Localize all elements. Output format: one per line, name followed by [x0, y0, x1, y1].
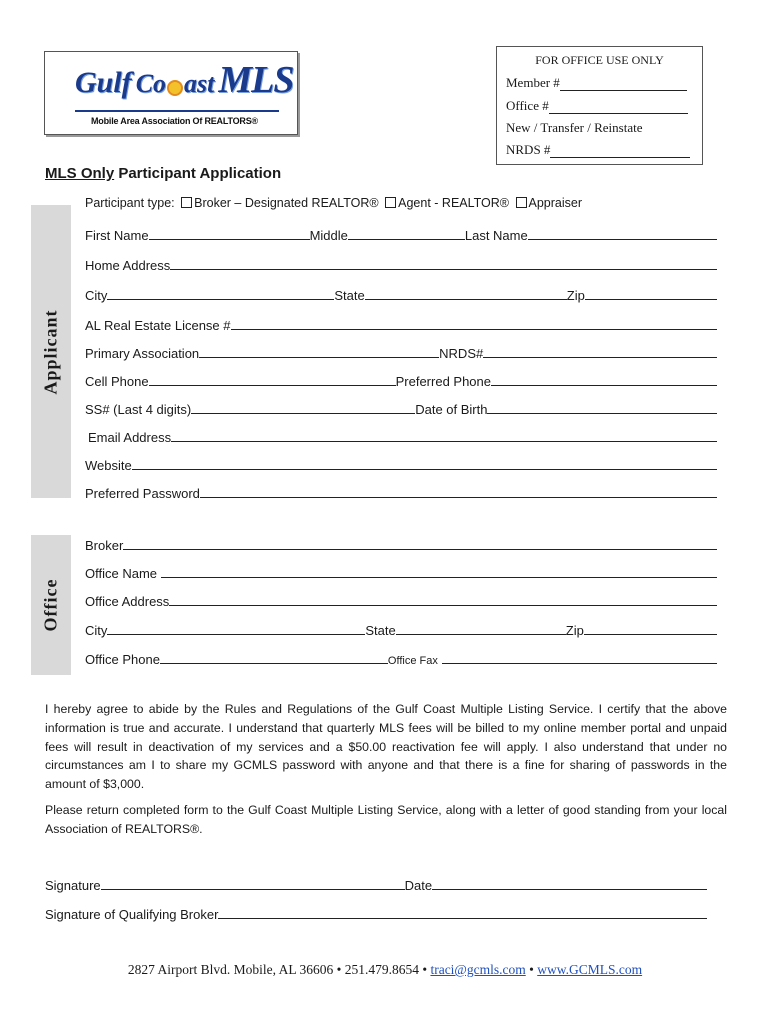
state-field[interactable]: [365, 299, 567, 300]
footer-contact: 2827 Airport Blvd. Mobile, AL 36606 • 251.479.8654 • traci@gcmls.com • www.GCMLS.com: [127, 962, 643, 977]
city-field[interactable]: [107, 299, 334, 300]
primary-association-field[interactable]: [199, 357, 439, 358]
name-row: First Name Middle Last Name: [85, 225, 717, 243]
website-row: Website: [85, 455, 717, 473]
association-row: Primary Association NRDS#: [85, 343, 717, 361]
office-use-title: FOR OFFICE USE ONLY: [535, 53, 664, 67]
gcmls-logo: [44, 51, 298, 135]
zip-field[interactable]: [585, 299, 717, 300]
broker-signature-field[interactable]: [218, 918, 707, 919]
sun-icon: [167, 80, 183, 96]
website-link[interactable]: www.GCMLS.com: [537, 962, 643, 977]
member-number-field[interactable]: Member #: [506, 73, 770, 91]
office-city-state-zip-row: City State Zip: [85, 620, 717, 638]
last-name-field[interactable]: [528, 239, 717, 240]
cell-phone-field[interactable]: [149, 385, 396, 386]
logo-wordmark: Gulf Co ast MLS: [75, 59, 294, 101]
participant-type: Participant type: Broker – Designated REALTOR® Agent - REALTOR® Appraiser: [85, 196, 582, 210]
office-city-field[interactable]: [107, 634, 365, 635]
office-number-field[interactable]: Office #: [506, 96, 770, 114]
office-phone-field[interactable]: [160, 663, 388, 664]
logo-subtitle: Mobile Area Association Of REALTORS®: [91, 116, 258, 126]
page-title: MLS Only Participant Application: [45, 165, 282, 182]
phone-row: Cell Phone Preferred Phone: [85, 371, 717, 389]
appraiser-checkbox[interactable]: [516, 197, 527, 208]
broker-field[interactable]: [123, 549, 717, 550]
license-row: AL Real Estate License #: [85, 315, 717, 333]
status-text: New / Transfer / Reinstate: [506, 120, 643, 135]
office-use-box: [496, 46, 703, 165]
password-row: Preferred Password: [85, 483, 717, 501]
office-address-row: Office Address: [85, 591, 717, 609]
ssn-dob-row: SS# (Last 4 digits) Date of Birth: [85, 399, 717, 417]
applicant-section-bar: [31, 205, 71, 498]
broker-signature-row: Signature of Qualifying Broker: [45, 904, 707, 922]
email-field[interactable]: [171, 441, 717, 442]
office-name-row: Office Name: [85, 563, 717, 581]
preferred-phone-field[interactable]: [491, 385, 717, 386]
return-instructions: Please return completed form to the Gulf Coast Multiple Listing Service, along with a letter of good standing from your local Association of REALTORS®.: [45, 803, 727, 836]
logo-underline: [75, 110, 279, 112]
ssn-field[interactable]: [191, 413, 415, 414]
office-address-field[interactable]: [169, 605, 717, 606]
office-section-label: Office: [40, 578, 61, 632]
city-state-zip-row: City State Zip: [85, 285, 717, 303]
email-link[interactable]: traci@gcmls.com: [430, 962, 526, 977]
office-section-bar: [31, 535, 71, 675]
office-state-field[interactable]: [396, 634, 566, 635]
password-field[interactable]: [200, 497, 717, 498]
middle-name-field[interactable]: [348, 239, 465, 240]
first-name-field[interactable]: [149, 239, 310, 240]
nrds-field[interactable]: [483, 357, 717, 358]
broker-checkbox[interactable]: [181, 197, 192, 208]
office-phone-row: Office Phone Office Fax: [85, 649, 717, 667]
website-field[interactable]: [132, 469, 717, 470]
signature-row: Signature Date: [45, 875, 707, 893]
broker-row: Broker: [85, 535, 717, 553]
home-address-row: Home Address: [85, 255, 717, 273]
email-row: Email Address: [88, 427, 717, 445]
office-nrds-field[interactable]: NRDS #: [506, 140, 770, 158]
office-fax-field[interactable]: [442, 663, 717, 664]
office-zip-field[interactable]: [584, 634, 717, 635]
agreement-paragraph: I hereby agree to abide by the Rules and Regulations of the Gulf Coast Multiple Listing Service. I certify that the above information is true and accurate. I understand that quarterly MLS fees will be billed to my online member portal and unpaid fees will result in deactivation of my services and a $50.00 reactivation fee will apply. I also understand that under no circumstances am I to share my GCMLS password with anyone and that there is a fine for sharing of passwords in the amount of $3,000.: [45, 702, 727, 792]
home-address-field[interactable]: [170, 269, 717, 270]
dob-field[interactable]: [487, 413, 717, 414]
applicant-section-label: Applicant: [40, 308, 61, 395]
date-field[interactable]: [432, 889, 707, 890]
signature-field[interactable]: [101, 889, 405, 890]
license-field[interactable]: [231, 329, 718, 330]
office-name-field[interactable]: [161, 577, 717, 578]
agent-checkbox[interactable]: [385, 197, 396, 208]
